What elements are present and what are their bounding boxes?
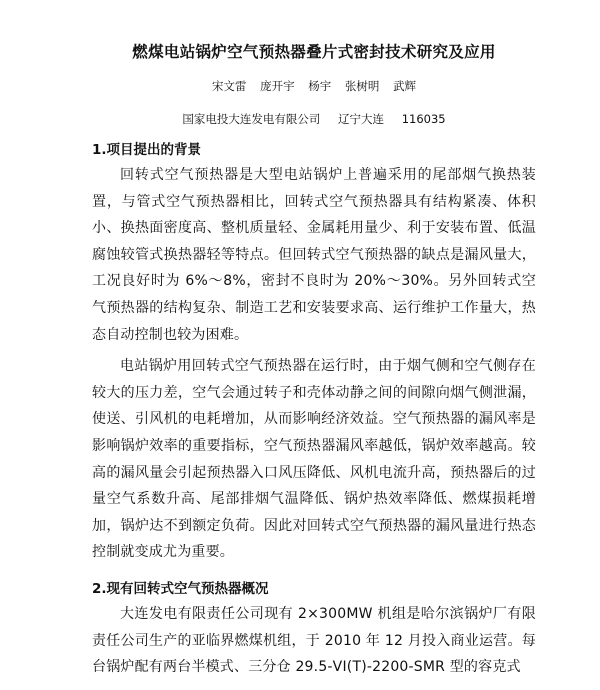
author-name: 宋文雷 xyxy=(211,79,247,93)
author-name: 杨宇 xyxy=(308,79,332,93)
author-name: 庞开宇 xyxy=(260,79,295,93)
section-heading: 1.项目提出的背景 xyxy=(92,142,202,158)
body-paragraph: 回转式空气预热器是大型电站锅炉上普遍采用的尾部烟气换热装置，与管式空气预热器相比，回转式空气预热器具有结构紧凑、体积小、换热面密度高、整机质量轻、金属耗用量少、利于安装布置、低温腐蚀较管式换热器轻等特点。但回转式空气预热器的缺点是漏风量大，工况良好时为 6%～8%，密封不良时为 20%～30%。另外回转式空气预热器的结构复杂、制造工艺和安装要求高、运行维护工作量大，热态自动控制也较为困难。 xyxy=(92,167,536,343)
affiliation-place: 辽宁大连 xyxy=(338,112,385,126)
author-list xyxy=(92,78,536,94)
affiliation xyxy=(92,111,536,127)
author-name: 武辉 xyxy=(393,79,417,93)
affiliation-postcode: 116035 xyxy=(401,112,446,126)
paper-title: 燃煤电站锅炉空气预热器叠片式密封技术研究及应用 xyxy=(132,43,496,61)
body-paragraph: 大连发电有限责任公司现有 2×300MW 机组是哈尔滨锅炉厂有限责任公司生产的亚临界燃煤机组，于 2010 年 12 月投入商业运营。每台锅炉配有两台半模式、三分仓 29.5-VI(T)-2200-SMR 型的容克式 xyxy=(92,605,536,676)
author-name: 张树明 xyxy=(344,79,380,93)
body-paragraph: 电站锅炉用回转式空气预热器在运行时，由于烟气侧和空气侧存在较大的压力差，空气会通过转子和壳体动静之间的间隙向烟气侧泄漏，使送、引风机的电耗增加，从而影响经济效益。空气预热器的漏风率是影响锅炉效率的重要指标，空气预热器漏风率越低，锅炉效率越高。较高的漏风量会引起预热器入口风压降低、风机电流升高，预热器后的过量空气系数升高、尾部排烟气温降低、锅炉热效率降低、燃煤损耗增加，锅炉达不到额定负荷。因此对回转式空气预热器的漏风量进行热态控制就变成尤为重要。 xyxy=(92,358,536,561)
section-heading: 2.现有回转式空气预热器概况 xyxy=(92,580,269,597)
affiliation-org: 国家电投大连发电有限公司 xyxy=(182,112,321,126)
